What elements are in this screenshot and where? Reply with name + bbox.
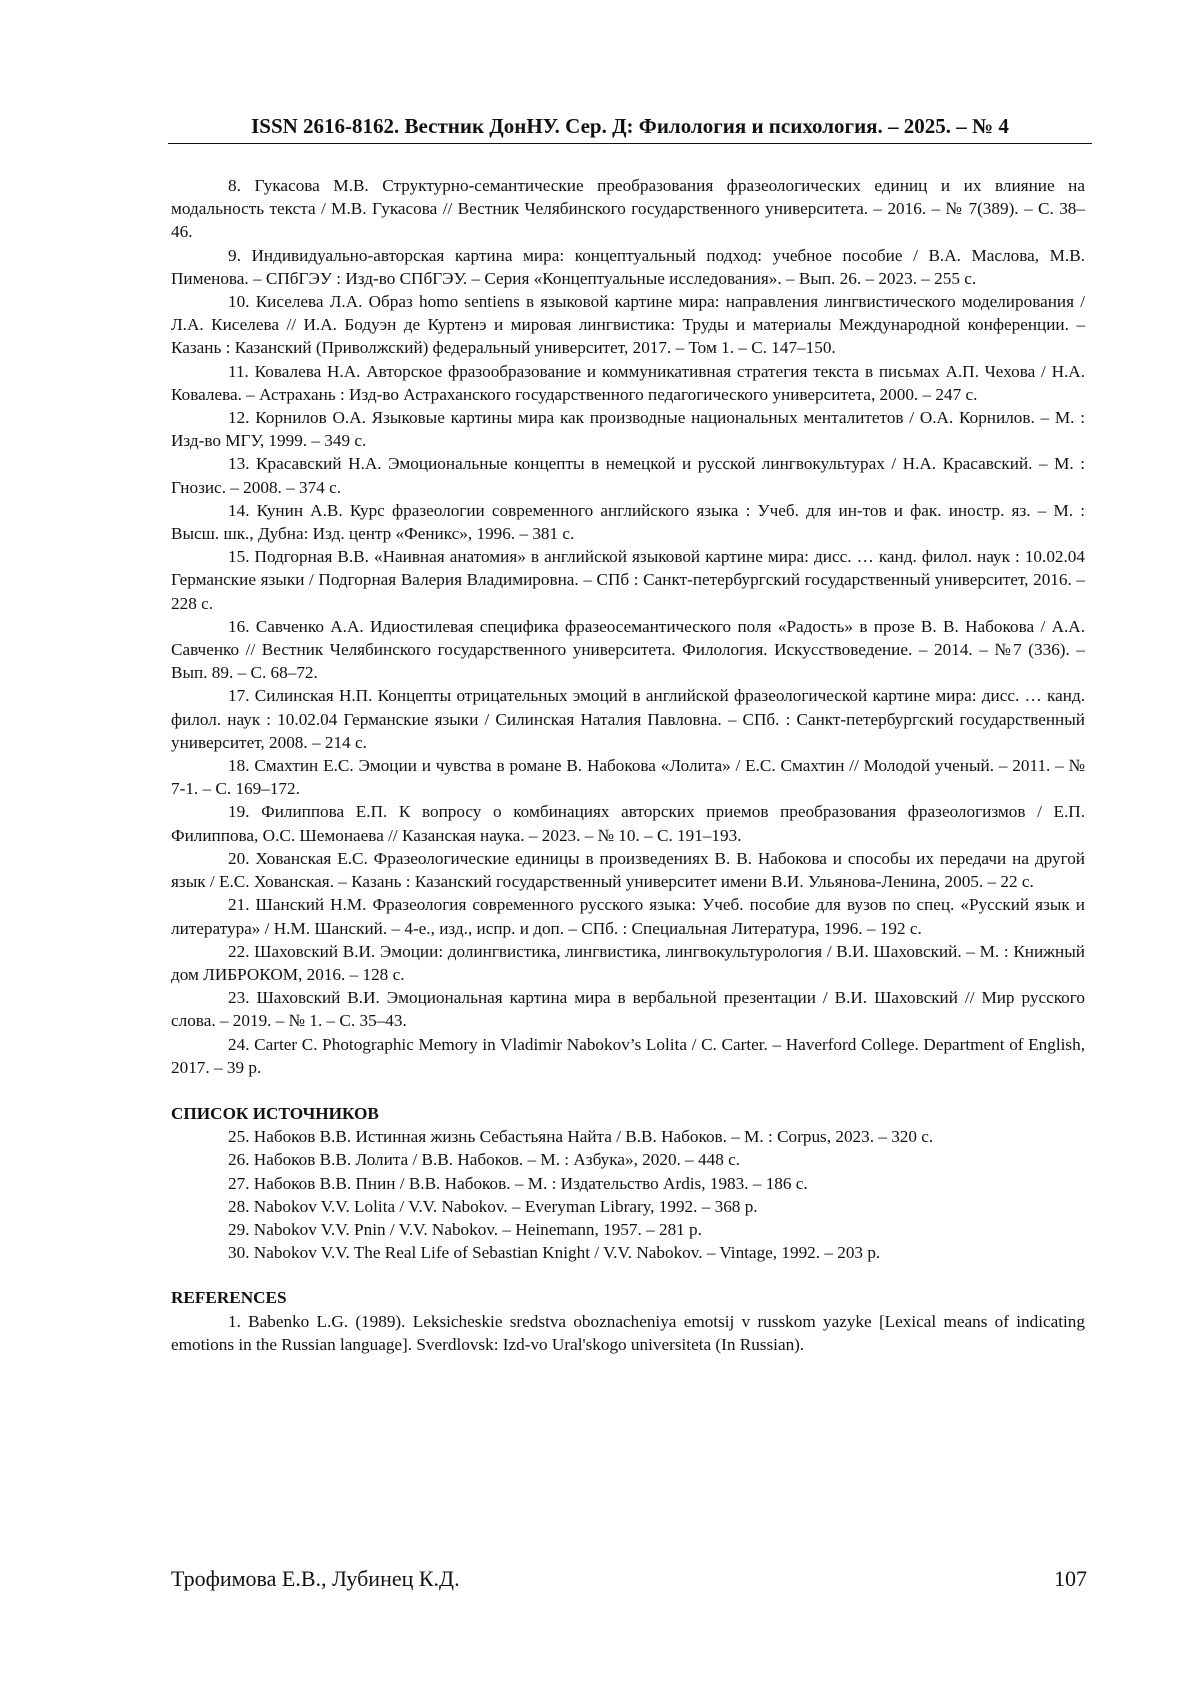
reference-number: 13. [228,454,250,474]
reference-number: 11. [228,361,249,381]
reference-number: 9. [228,245,241,265]
reference-text: Красавский Н.А. Эмоциональные концепты в немецкой и русской лингвокультурах / Н.А. Красавский. – М. : Гнозис. – 2008. – 374 с. [171,454,1086,497]
reference-number: 24. [228,1034,250,1054]
main-content [171,174,1085,1356]
reference-number: 23. [228,988,250,1008]
reference-item [171,893,1085,939]
page-footer [171,1565,1087,1593]
reference-number: 15. [228,547,250,567]
reference-text: Carter C. Photographic Memory in Vladimir Nabokov’s Lolita / C. Carter. – Haverford College. Department of English, 2017. – 39 p. [171,1034,1085,1077]
reference-number: 16. [228,616,250,636]
reference-list [171,174,1085,1079]
reference-en-text: Babenko L.G. (1989). Leksicheskie sredstva oboznacheniya emotsij v russkom yazyke [Lexical means of indicating emotions in the Russian language]. Sverdlovsk: Izd-vo Ural'skogo universiteta (In Russian). [171,1311,1085,1354]
source-item [171,1241,1085,1264]
reference-item [171,174,1085,244]
reference-item [171,290,1085,360]
reference-text: Шаховский В.И. Эмоциональная картина мира в вербальной презентации / В.И. Шаховский // Мир русского слова. – 2019. – № 1. – С. 35–43. [171,988,1085,1031]
reference-item [171,615,1085,685]
sources-section [171,1102,1085,1264]
source-number: 26. [228,1150,250,1170]
reference-item [171,800,1085,846]
reference-number: 10. [228,292,250,312]
source-text: Набоков В.В. Истинная жизнь Себастьяна Найта / В.В. Набоков. – М. : Corpus, 2023. – 320 с. [253,1127,934,1147]
reference-text: Кунин А.В. Курс фразеологии современного английского языка : Учеб. для ин-тов и фак. иностр. яз. – М. : Высш. шк., Дубна: Изд. центр «Феникс», 1996. – 381 с. [171,500,1085,544]
reference-item [171,360,1085,406]
reference-item [171,684,1085,754]
reference-number: 18. [228,756,250,776]
reference-text: Смахтин Е.С. Эмоции и чувства в романе В. Набокова «Лолита» / Е.С. Смахтин // Молодой ученый. – 2011. – № 7-1. – С. 169–172. [171,756,1086,799]
source-text: Nabokov V.V. Lolita / V.V. Nabokov. – Everyman Library, 1992. – 368 p. [253,1196,758,1216]
reference-item [171,406,1085,452]
footer-authors: Трофимова Е.В., Лубинец К.Д. [171,1566,460,1591]
section-spacer [171,1079,1085,1102]
reference-number: 22. [228,941,250,961]
reference-text: Подгорная В.В. «Наивная анатомия» в английской языковой картине мира: дисс. … канд. филол. наук : 10.02.04 Германские языки / Подгорная Валерия Владимировна. – СПб : Санкт-петербургский государственный университет, 2016. – 228 с. [171,547,1085,613]
reference-text: Корнилов О.А. Языковые картины мира как производные национальных менталитетов / О.А. Корнилов. – М. : Изд-во МГУ, 1999. – 349 с. [171,408,1085,451]
source-item [171,1195,1085,1218]
section-spacer [171,1264,1085,1286]
reference-text: Шаховский В.И. Эмоции: долингвистика, лингвистика, лингвокультурология / В.И. Шаховский. – М. : Книжный дом ЛИБРОКОМ, 2016. – 128 с. [171,941,1085,984]
reference-item [171,244,1085,290]
reference-item [171,452,1085,498]
source-item [171,1125,1085,1148]
reference-item [171,545,1085,615]
reference-item [171,940,1085,986]
reference-en-number: 1. [228,1311,241,1331]
reference-number: 19. [228,802,250,822]
reference-item [171,1033,1085,1079]
source-number: 29. [228,1219,250,1239]
reference-number: 17. [228,686,250,706]
reference-number: 8. [228,176,241,195]
source-text: Nabokov V.V. Pnin / V.V. Nabokov. – Heinemann, 1957. – 281 p. [253,1219,702,1239]
reference-en-item [171,1310,1085,1356]
source-item [171,1218,1085,1241]
reference-text: Ковалева Н.А. Авторское фразообразование и коммуникативная стратегия текста в письмах А.П. Чехова / Н.А. Ковалева. – Астрахань : Изд-во Астраханского государственного педагогического университета, 2000. – 247 с. [171,361,1085,404]
source-number: 30. [228,1243,250,1263]
reference-text: Силинская Н.П. Концепты отрицательных эмоций в английской фразеологической картине мира: дисс. … канд. филол. наук : 10.02.04 Германские языки / Силинская Наталия Павловна. – СПб. : Санкт-петербургский государственный университет, 2008. – 214 с. [171,686,1085,752]
header-rule [168,143,1092,144]
source-text: Набоков В.В. Лолита / В.В. Набоков. – М. : Азбука», 2020. – 448 с. [253,1150,741,1170]
source-item [171,1148,1085,1171]
page-number: 107 [1054,1566,1087,1591]
source-number: 25. [228,1127,250,1147]
references-en-title: REFERENCES [171,1288,287,1308]
reference-item [171,847,1085,893]
source-text: Nabokov V.V. The Real Life of Sebastian Knight / V.V. Nabokov. – Vintage, 1992. – 203 p. [253,1243,881,1263]
reference-item [171,754,1085,800]
reference-number: 12. [228,408,250,428]
source-text: Набоков В.В. Пнин / В.В. Набоков. – М. : Издательство Ardis, 1983. – 186 с. [253,1173,808,1193]
reference-text: Хованская Е.С. Фразеологические единицы в произведениях В. В. Набокова и способы их передачи на другой язык / Е.С. Хованская. – Казань : Казанский государственный университет имени В.И. Ульянова-Ленина, 2005. – 22 с. [171,848,1085,892]
reference-text: Шанский Н.М. Фразеология современного русского языка: Учеб. пособие для вузов по спец. «Русский язык и литература» / Н.М. Шанский. – 4-е., изд., испр. и доп. – СПб. : Специальная Литература, 1996. – 192 с. [171,895,1086,938]
sources-title: СПИСОК ИСТОЧНИКОВ [171,1103,379,1123]
journal-header: ISSN 2616-8162. Вестник ДонНУ. Сер. Д: Филология и психология. – 2025. – № 4 [251,114,1009,138]
reference-number: 14. [228,500,250,520]
source-item [171,1172,1085,1195]
reference-text: Гукасова М.В. Структурно-семантические преобразования фразеологических единиц и их влияние на модальность текста / М.В. Гукасова // Вестник Челябинского государственного университета. – 2016. – № 7(389). – С. 38–46. [171,176,1086,242]
reference-text: Индивидуально-авторская картина мира: концептуальный подход: учебное пособие / В.А. Маслова, М.В. Пименова. – СПбГЭУ : Изд-во СПбГЭУ. – Серия «Концептуальные исследования». – Вып. 26. – 2023. – 255 с. [171,245,1085,288]
source-number: 28. [228,1196,250,1216]
reference-text: Киселева Л.А. Образ homo sentiens в языковой картине мира: направления лингвистического моделирования / Л.А. Киселева // И.А. Бодуэн де Куртенэ и мировая лингвистика: Труды и материалы Международной конференции. – Казань : Казанский (Приволжский) федеральный университет, 2017. – Том 1. – С. 147–150. [171,292,1085,358]
reference-number: 21. [228,895,250,915]
reference-text: Савченко А.А. Идиостилевая специфика фразеосемантического поля «Радость» в прозе В. В. Набокова / А.А. Савченко // Вестник Челябинского государственного университета. Филология. Искусствоведение. – 2014. – №7 (336). – Вып. 89. – С. 68–72. [171,616,1085,683]
reference-text: Филиппова Е.П. К вопросу о комбинациях авторских приемов преобразования фразеологизмов / Е.П. Филиппова, О.С. Шемонаева // Казанская наука. – 2023. – № 10. – С. 191–193. [171,802,1085,845]
reference-item [171,986,1085,1032]
reference-number: 20. [228,848,250,868]
source-number: 27. [228,1173,250,1193]
references-en-section [171,1286,1085,1356]
reference-item [171,499,1085,545]
